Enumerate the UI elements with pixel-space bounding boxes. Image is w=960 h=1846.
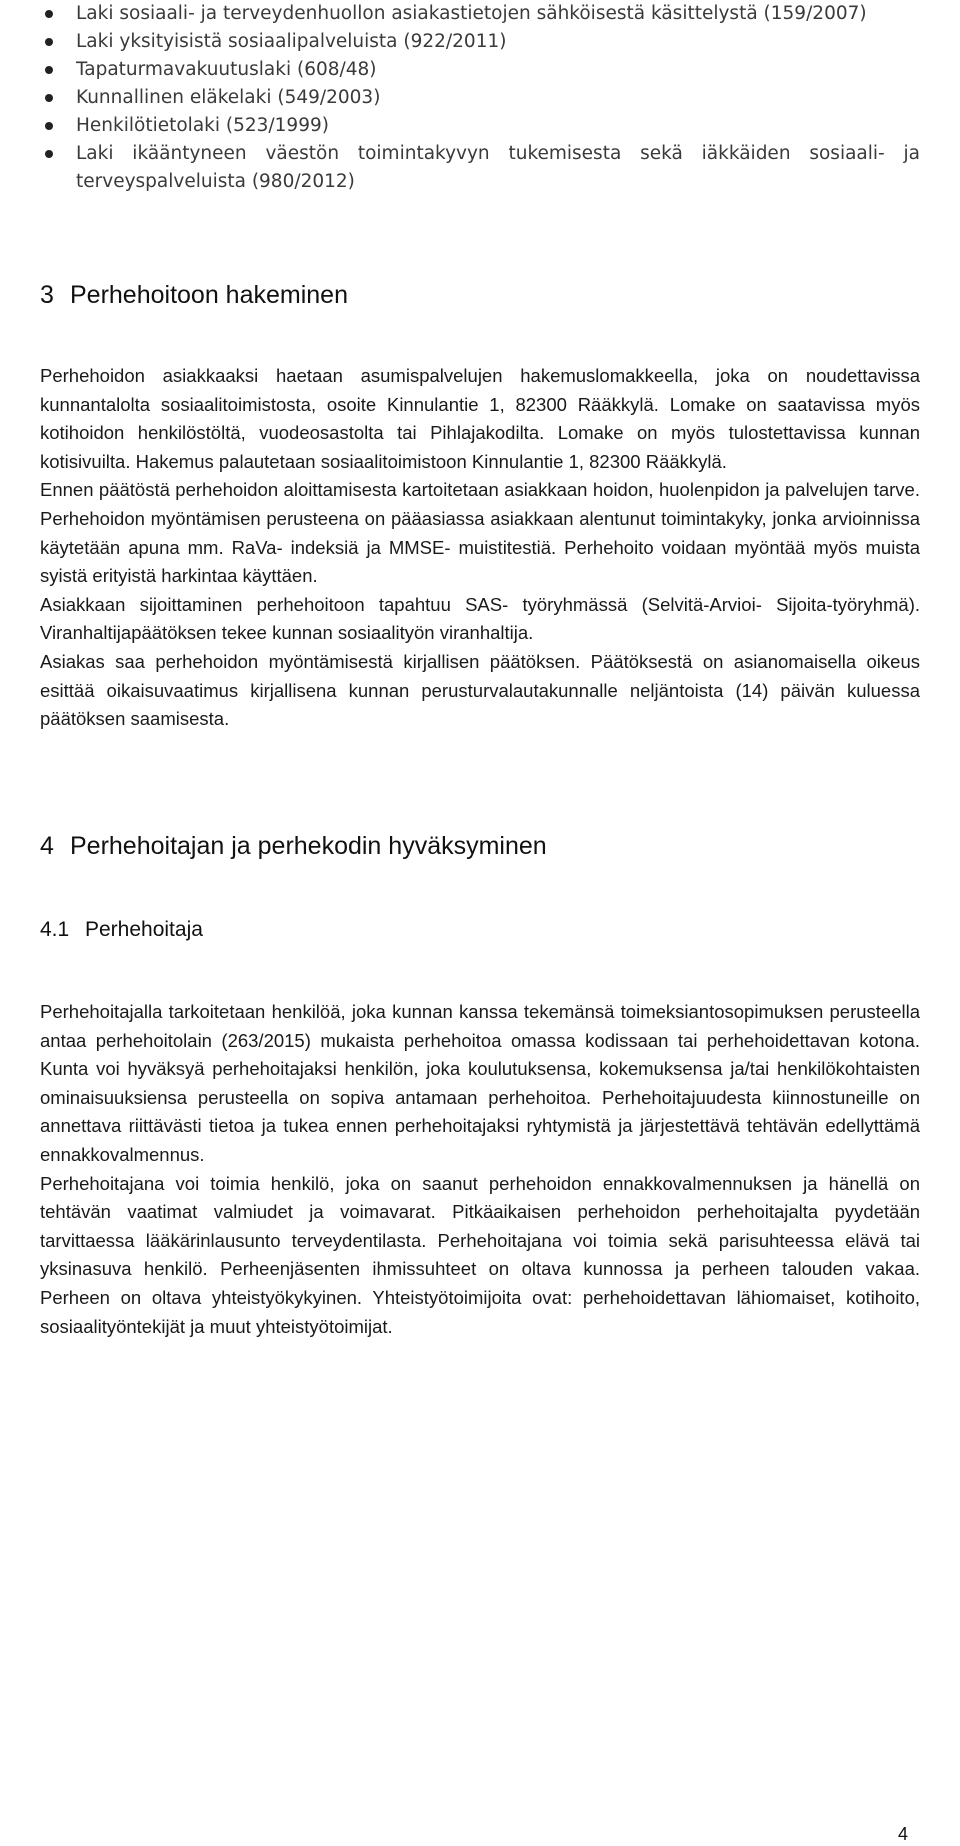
list-item: Laki ikääntyneen väestön toimintakyvyn tukemisesta sekä iäkkäiden sosiaali- ja terveyspalveluista (980/2012)	[40, 140, 920, 196]
list-item: Laki sosiaali- ja terveydenhuollon asiakastietojen sähköisestä käsittelystä (159/2007)	[40, 0, 920, 28]
list-item: Tapaturmavakuutuslaki (608/48)	[40, 56, 920, 84]
section-3-body	[40, 362, 920, 734]
list-item: Kunnallinen eläkelaki (549/2003)	[40, 84, 920, 112]
section-4-heading	[40, 831, 547, 861]
paragraph: Asiakas saa perhehoidon myöntämisestä kirjallisen päätöksen. Päätöksestä on asianomaisella oikeus esittää oikaisuvaatimus kirjallisena kunnan perusturvalautakunnalle neljäntoista (14) päivän kuluessa päätöksen saamisesta.	[40, 650, 920, 730]
section-number: 3	[40, 281, 54, 309]
paragraph: Perhehoitajana voi toimia henkilö, joka on saanut perhehoidon ennakkovalmennuksen ja hänellä on tehtävän vaatimat valmiudet ja voimavarat. Pitkäaikaisen perhehoidon perhehoitajalta pyydetään tarvittaessa lääkärinlausunto terveydentilasta. Perhehoitajana voi toimia sekä parisuhteessa elävä tai yksinasuva henkilö. Perheenjäsenten ihmissuhteet on oltava kunnossa ja perheen talouden vakaa. Perheen on oltava yhteistyökykyinen. Yhteistyötoimijoita ovat: perhehoidettavan lähiomaiset, kotihoito, sosiaalityöntekijät ja muut yhteistyötoimijat.	[40, 1172, 920, 1337]
section-4-1-heading	[40, 917, 203, 943]
section-3-heading	[40, 280, 348, 310]
paragraph: Asiakkaan sijoittaminen perhehoitoon tapahtuu SAS- työryhmässä (Selvitä-Arvioi- Sijoita-työryhmä). Viranhaltijapäätöksen tekee kunnan sosiaalityön viranhaltija.	[40, 593, 920, 644]
paragraph: Perhehoidon asiakkaaksi haetaan asumispalvelujen hakemuslomakkeella, joka on noudettavissa kunnantalolta sosiaalitoimistosta, osoite Kinnulantie 1, 82300 Rääkkylä. Lomake on saatavissa myös kotihoidon henkilöstöltä, vuodeosastolta tai Pihlajakodilta. Lomake on myös tulostettavissa kunnan kotisivuilta. Hakemus palautetaan sosiaalitoimistoon Kinnulantie 1, 82300 Rääkkylä.	[40, 365, 920, 472]
section-title: Perhehoitaja	[85, 918, 203, 941]
law-list	[40, 0, 920, 196]
section-number: 4.1	[40, 918, 70, 941]
section-title: Perhehoitoon hakeminen	[70, 281, 348, 309]
list-item: Henkilötietolaki (523/1999)	[40, 112, 920, 140]
section-title: Perhehoitajan ja perhekodin hyväksyminen	[70, 832, 547, 860]
paragraph: Perhehoitajalla tarkoitetaan henkilöä, joka kunnan kanssa tekemänsä toimeksiantosopimuksen perusteella antaa perhehoitolain (263/2015) mukaista perhehoitoa omassa kodissaan tai perhehoidettavan kotona. Kunta voi hyväksyä perhehoitajaksi henkilön, joka koulutuksensa, kokemuksensa ja/tai henkilökohtaisten ominaisuuksiensa perusteella on sopiva antamaan perhehoitoa. Perhehoitajuudesta kiinnostuneille on annettava riittävästi tietoa ja tukea ennen perhehoitajaksi ryhtymistä ja järjestettävä tehtävän edellyttämä ennakkovalmennus.	[40, 1001, 920, 1165]
list-item: Laki yksityisistä sosiaalipalveluista (922/2011)	[40, 28, 920, 56]
paragraph: Ennen päätöstä perhehoidon aloittamisesta kartoitetaan asiakkaan hoidon, huolenpidon ja palvelujen tarve. Perhehoidon myöntämisen perusteena on pääasiassa asiakkaan alentunut toimintakyky, jonka arvioinnissa käytetään apuna mm. RaVa- indeksiä ja MMSE- muistitestiä. Perhehoito voidaan myöntää myös muista syistä erityistä harkintaa käyttäen.	[40, 479, 920, 587]
section-4-1-body	[40, 998, 920, 1341]
page-number: 4	[898, 1824, 909, 1844]
section-number: 4	[40, 832, 54, 860]
